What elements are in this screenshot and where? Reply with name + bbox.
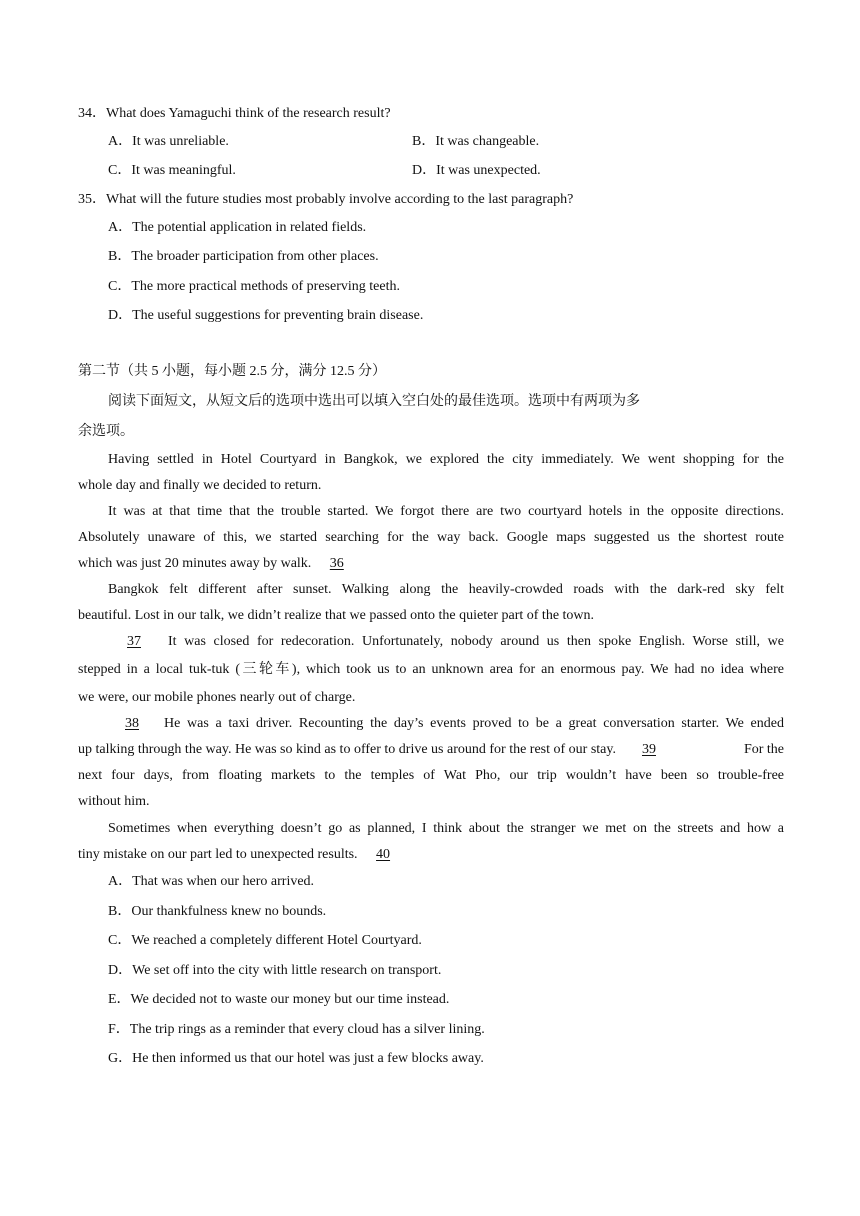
passage-p5-line2-text-b: For the	[743, 742, 784, 757]
question-34-stem: 34．What does Yamaguchi think of the research result?	[78, 106, 391, 121]
passage-p6-line2-text: tiny mistake on our part led to unexpected results.	[78, 847, 358, 862]
q35-option-b: B．The broader participation from other places.	[108, 249, 379, 264]
passage-p6-line1: Sometimes when everything doesn’t go as planned, I think about the stranger we met on the streets and how a	[108, 821, 784, 836]
section-instructions-line2: 余选项。	[78, 424, 134, 439]
passage-p4-line1-text: It was closed for redecoration. Unfortunately, nobody around us then spoke English. Worse still, we	[168, 634, 784, 649]
section-header: 第二节（共 5 小题，每小题 2.5 分，满分 12.5 分）	[78, 364, 386, 379]
passage-p1-line1: Having settled in Hotel Courtyard in Bangkok, we explored the city immediately. We went shopping for the	[108, 452, 784, 467]
passage-p4-line3: we were, our mobile phones nearly out of charge.	[78, 690, 356, 705]
q34-option-c: C．It was meaningful.	[108, 163, 236, 178]
passage-p5-line2-text-a: up talking through the way. He was so kind as to offer to drive us around for the rest of our stay.	[78, 742, 616, 757]
option-a: A．That was when our hero arrived.	[108, 874, 315, 889]
blank-39: 39	[641, 742, 656, 757]
q35-option-c: C．The more practical methods of preserving teeth.	[108, 279, 400, 294]
question-35-stem: 35．What will the future studies most probably involve according to the last paragraph?	[78, 192, 574, 207]
blank-37: 37	[127, 634, 141, 649]
q35-option-a: A．The potential application in related fields.	[108, 220, 367, 235]
passage-p5-line4: without him.	[78, 794, 150, 809]
passage-p5-line1-text: He was a taxi driver. Recounting the day’s events proved to be a great conversation starter. We ended	[164, 716, 784, 731]
q34-option-a: A．It was unreliable.	[108, 134, 229, 149]
passage-p5-line3: next four days, from floating markets to the temples of Wat Pho, our trip wouldn’t have been so trouble-free	[78, 768, 784, 783]
blank-38: 38	[125, 716, 139, 731]
option-g: G．He then informed us that our hotel was just a few blocks away.	[108, 1051, 484, 1066]
passage-p5-line1	[108, 715, 784, 733]
blank-36: 36	[329, 556, 344, 571]
option-f: F．The trip rings as a reminder that every cloud has a silver lining.	[108, 1022, 485, 1037]
passage-p5-line2	[78, 741, 784, 759]
passage-p4-line2: stepped in a local tuk-tuk (三轮车), which took us to an unknown area for an enormous pay. We had no idea where	[78, 662, 784, 677]
option-b: B．Our thankfulness knew no bounds.	[108, 904, 327, 919]
passage-p2-line3	[78, 555, 784, 573]
option-c: C．We reached a completely different Hotel Courtyard.	[108, 933, 422, 948]
option-e: E．We decided not to waste our money but our time instead.	[108, 992, 450, 1007]
option-d: D．We set off into the city with little research on transport.	[108, 963, 442, 978]
blank-40: 40	[376, 847, 391, 862]
passage-p3-line1: Bangkok felt different after sunset. Walking along the heavily-crowded roads with the dark-red sky felt	[108, 582, 784, 597]
q34-option-d: D．It was unexpected.	[412, 163, 541, 178]
section-instructions-line1: 阅读下面短文，从短文后的选项中选出可以填入空白处的最佳选项。选项中有两项为多	[108, 394, 640, 409]
passage-p1-line2: whole day and finally we decided to return.	[78, 478, 322, 493]
q34-option-b: B．It was changeable.	[412, 134, 540, 149]
passage-p2-line1: It was at that time that the trouble started. We forgot there are two courtyard hotels in the opposite directions.	[108, 504, 784, 519]
passage-p2-line3-text: which was just 20 minutes away by walk.	[78, 556, 312, 571]
passage-p6-line2	[78, 846, 784, 864]
passage-p3-line2: beautiful. Lost in our talk, we didn’t realize that we passed onto the quieter part of the town.	[78, 608, 595, 623]
passage-p2-line2: Absolutely unaware of this, we started searching for the way back. Google maps suggested us the shortest route	[78, 530, 784, 545]
passage-p4-line1	[108, 633, 784, 651]
q35-option-d: D．The useful suggestions for preventing brain disease.	[108, 308, 424, 323]
